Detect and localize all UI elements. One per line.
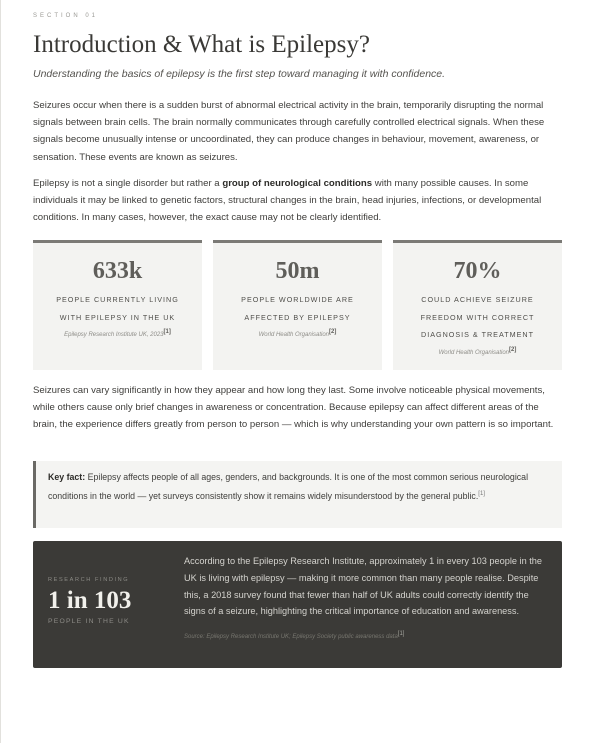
paragraph-text: with many possible causes. In some individuals it may be linked to genetic factors, structural changes in the brain, head injuries, infections, or developmental conditions. In many cases, however, the exact cause may not be clearly identified.	[33, 178, 542, 224]
stats-row	[33, 240, 562, 370]
citation-link[interactable]: [1]	[478, 490, 485, 497]
key-fact-label: Key fact:	[48, 472, 86, 482]
research-kicker: RESEARCH FINDING	[48, 577, 130, 583]
research-value: 1 in 103	[48, 587, 132, 614]
stat-source-text: World Health Organisation	[438, 349, 510, 356]
epilepsy-definition-paragraph	[33, 175, 562, 227]
stat-source	[33, 329, 202, 338]
paragraph-emphasis: group of neurological conditions	[222, 178, 373, 189]
citation-link[interactable]: [1]	[163, 329, 171, 335]
research-source	[184, 631, 550, 640]
research-caption: PEOPLE IN THE UK	[48, 618, 130, 625]
stat-value: 70%	[453, 258, 502, 284]
intro-paragraph: Seizures occur when there is a sudden burst of abnormal electrical activity in the brain, temporarily disrupting the normal signals between brain cells. The brain normally communicates through carefully controlled electrical signals. When these signals become unusually intense or uncoordinated, they can produce changes in behaviour, movement, awareness, or sensation. These events are known as seizures.	[33, 100, 545, 163]
stat-source	[213, 329, 382, 338]
stat-source	[393, 347, 562, 356]
page-title: Introduction & What is Epilepsy?	[33, 31, 370, 58]
paragraph-text: Epilepsy is not a single disorder but rather a	[33, 178, 223, 189]
stat-value: 50m	[275, 258, 320, 284]
seizure-variation-paragraph: Seizures can vary significantly in how they appear and how long they last. Some involve noticeable physical movements, while others cause only brief changes in awareness or concentration. Because epilepsy can affect different areas of the brain, the experience differs greatly from person to person — which is why understanding your own pattern is so important.	[33, 385, 554, 431]
research-source-text: Source: Epilepsy Research Institute UK; Epilepsy Society public awareness data	[184, 634, 398, 641]
stat-card	[33, 240, 202, 370]
stat-card	[213, 240, 382, 370]
stat-label: PEOPLE CURRENTLY LIVING WITH EPILEPSY IN THE UK	[56, 295, 179, 322]
key-fact-text: Epilepsy affects people of all ages, genders, and backgrounds. It is one of the most common serious neurological conditions in the world — yet surveys consistently show it remains widely misunderstood by the general public.	[48, 472, 529, 501]
citation-link[interactable]: [2]	[329, 329, 337, 335]
stat-card	[393, 240, 562, 370]
research-body	[184, 553, 550, 640]
citation-link[interactable]: [1]	[397, 631, 405, 638]
stat-label: PEOPLE WORLDWIDE ARE AFFECTED BY EPILEPSY	[241, 295, 354, 322]
stat-value: 633k	[92, 258, 143, 284]
stat-source-text: World Health Organisation	[258, 332, 330, 338]
section-label: SECTION 01	[33, 13, 99, 19]
stat-source-text: Epilepsy Research Institute UK, 2023	[64, 332, 164, 338]
citation-link[interactable]: [2]	[509, 346, 517, 353]
stat-label: COULD ACHIEVE SEIZURE FREEDOM WITH CORRECT DIAGNOSIS & TREATMENT	[420, 295, 535, 339]
page-subtitle: Understanding the basics of epilepsy is the first step toward managing it with confidence.	[33, 68, 446, 80]
key-fact-callout	[33, 461, 562, 528]
research-finding-panel	[33, 541, 562, 668]
page-edge	[0, 0, 1, 743]
research-highlight	[48, 577, 178, 625]
research-text: According to the Epilepsy Research Institute, approximately 1 in every 103 people in the UK is living with epilepsy — making it more common than many people realise. Despite this, a 2018 survey found that fewer than half of UK adults could correctly identify the signs of a seizure, highlighting the critical importance of education and awareness.	[184, 556, 543, 617]
